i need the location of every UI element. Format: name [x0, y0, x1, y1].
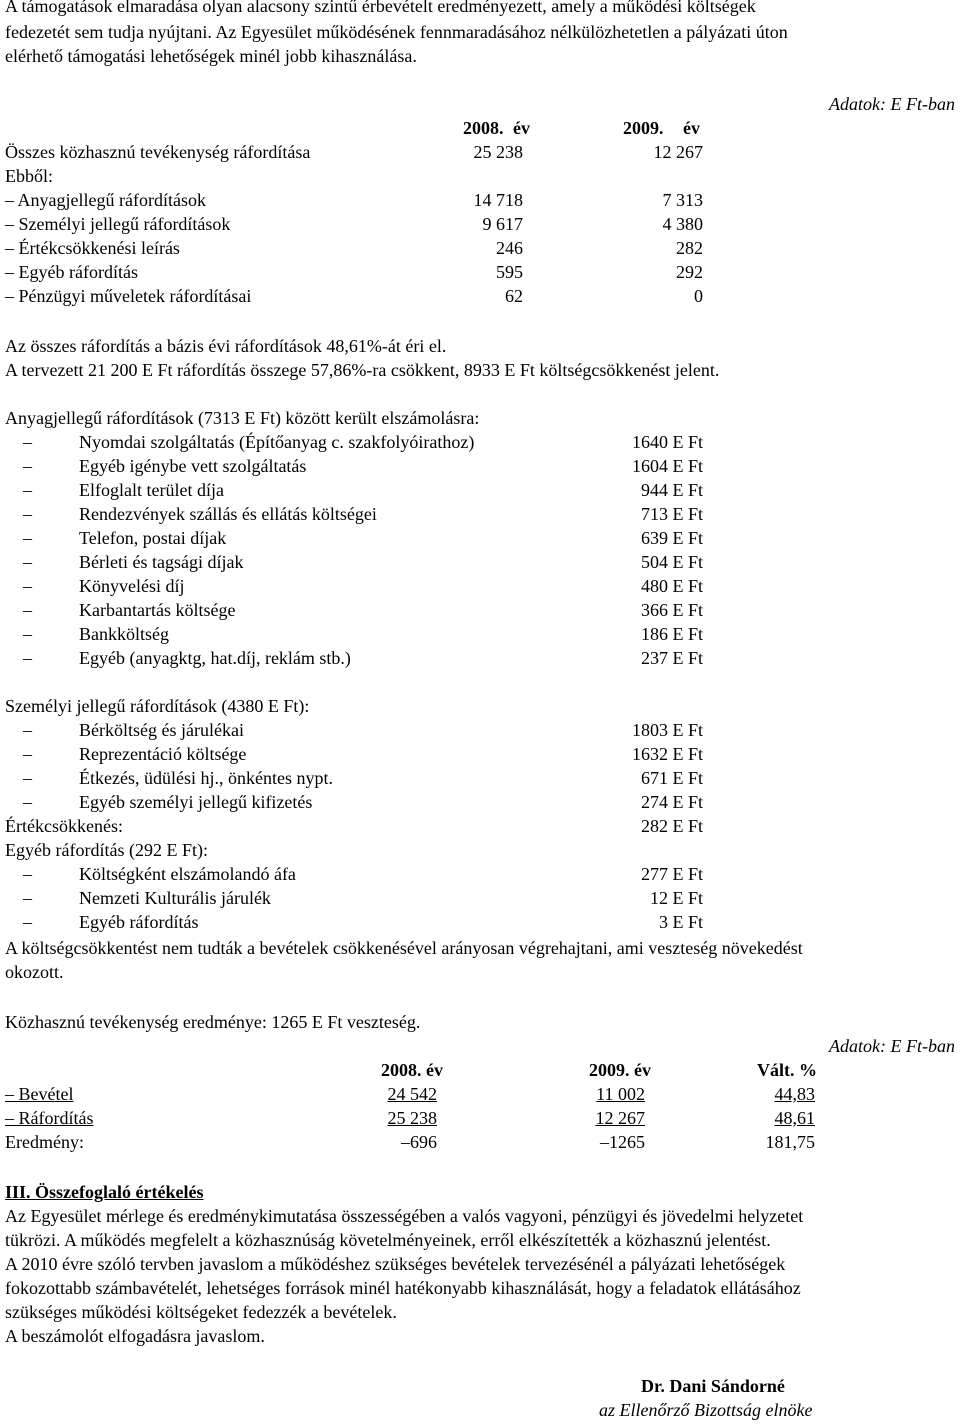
intro-line-2: fedezetét sem tudja nyújtani. Az Egyesület működésének fennmaradásához nélkülözhetetlen a pályázati úton [5, 22, 788, 42]
egyeb-item-label: Egyéb ráfordítás [79, 912, 199, 932]
anyag-item-dash: – [23, 432, 32, 452]
table1-col2-ev: év [683, 118, 700, 138]
intro-line-3: elérhető támogatási lehetőségek minél jobb kihasználása. [5, 46, 417, 66]
table1-row-label: – Egyéb ráfordítás [5, 262, 138, 282]
table2-row-v3: 44,83 [774, 1084, 815, 1104]
szemelyi-item-label: Egyéb személyi jellegű kifizetés [79, 792, 313, 812]
egyeb-item-dash: – [23, 864, 32, 884]
table1-col1-ev: év [513, 118, 530, 138]
table1-total-label: Összes közhasznú tevékenység ráfordítása [5, 142, 311, 162]
egyeb-heading: Egyéb ráfordítás (292 E Ft): [5, 840, 208, 860]
table1-row-label: – Személyi jellegű ráfordítások [5, 214, 231, 234]
table1-col1-year: 2008. [463, 118, 504, 138]
table2-row-label: Eredmény: [5, 1132, 84, 1152]
anyag-item-amount: 480 E Ft [640, 576, 703, 596]
egyeb-item-label: Nemzeti Kulturális járulék [79, 888, 271, 908]
anyag-item-label: Bérleti és tagsági díjak [79, 552, 244, 572]
table2-col1: 2008. év [381, 1060, 443, 1080]
section-p2-line-1: A 2010 évre szóló tervben javaslom a működéshez szükséges bevételek tervezésénél a pályázati lehetőségek [5, 1254, 786, 1274]
table1-row-label: – Anyagjellegű ráfordítások [5, 190, 206, 210]
anyag-item-label: Egyéb (anyagktg, hat.díj, reklám stb.) [79, 648, 351, 668]
intro-line-1: A támogatások elmaradása olyan alacsony szintű érbevételt eredményezett, amely a működési költségek [5, 0, 756, 16]
egyeb-item-amount: 3 E Ft [658, 912, 703, 932]
szemelyi-item-dash: – [23, 768, 32, 788]
table1-row-label: – Pénzügyi műveletek ráfordításai [5, 286, 252, 306]
anyag-item-amount: 366 E Ft [640, 600, 703, 620]
conclusion-line-1: A költségcsökkentést nem tudták a bevételek csökkenésével arányosan végrehajtani, ami veszteség növekedést [5, 938, 803, 958]
szemelyi-item-dash: – [23, 792, 32, 812]
table2-row-label: – Bevétel [5, 1084, 74, 1104]
ertekcsokkenes-label: Értékcsökkenés: [5, 816, 123, 836]
anyag-item-amount: 504 E Ft [640, 552, 703, 572]
section-p2-line-2: fokozottabb számbavételét, lehetséges források minél hatékonyabb kihasználását, hogy a feladatok ellátásához [5, 1278, 801, 1298]
table2-row-v2: –1265 [600, 1132, 645, 1152]
anyag-item-dash: – [23, 600, 32, 620]
anyag-item-label: Elfoglalt terület díja [79, 480, 224, 500]
szemelyi-item-amount: 274 E Ft [640, 792, 703, 812]
anyag-item-dash: – [23, 576, 32, 596]
anyag-item-label: Könyvelési díj [79, 576, 185, 596]
table2-col2: 2009. év [589, 1060, 651, 1080]
szemelyi-item-label: Reprezentáció költsége [79, 744, 247, 764]
summary-line-2: A tervezett 21 200 E Ft ráfordítás összege 57,86%-ra csökkent, 8933 E Ft költségcsökkenést jelent. [5, 360, 720, 380]
table2-row-v1: –696 [401, 1132, 437, 1152]
table1-total-v1: 25 238 [473, 142, 523, 162]
signature-name: Dr. Dani Sándorné [641, 1376, 785, 1396]
anyag-item-dash: – [23, 552, 32, 572]
anyag-item-amount: 1640 E Ft [631, 432, 703, 452]
table1-row-v2: 4 380 [662, 214, 703, 234]
table2-row-v2: 11 002 [596, 1084, 645, 1104]
anyag-item-label: Bankköltség [79, 624, 169, 644]
section-heading: III. Összefoglaló értékelés [5, 1182, 204, 1202]
egyeb-item-dash: – [23, 888, 32, 908]
ertekcsokkenes-amount: 282 E Ft [640, 816, 703, 836]
table2-col3: Vált. % [757, 1060, 817, 1080]
egyeb-item-amount: 12 E Ft [649, 888, 703, 908]
table1-ebbol: Ebből: [5, 166, 53, 186]
anyag-item-amount: 639 E Ft [640, 528, 703, 548]
anyag-item-dash: – [23, 480, 32, 500]
anyag-item-dash: – [23, 528, 32, 548]
egyeb-item-label: Költségként elszámolandó áfa [79, 864, 296, 884]
section-p1-line-2: tükrözi. A működés megfelelt a közhasznúság követelményeinek, erről elkészítették a közhasznú jelentést. [5, 1230, 771, 1250]
summary-line-1: Az összes ráfordítás a bázis évi ráfordítások 48,61%-át éri el. [5, 336, 447, 356]
anyag-item-dash: – [23, 456, 32, 476]
conclusion-line-2: okozott. [5, 962, 64, 982]
table2-row-label: – Ráfordítás [5, 1108, 94, 1128]
anyag-item-label: Egyéb igénybe vett szolgáltatás [79, 456, 307, 476]
anyag-item-dash: – [23, 648, 32, 668]
signature-title: az Ellenőrző Bizottság elnöke [599, 1400, 813, 1420]
szemelyi-item-amount: 1803 E Ft [631, 720, 703, 740]
szemelyi-item-amount: 671 E Ft [640, 768, 703, 788]
anyag-item-amount: 1604 E Ft [631, 456, 703, 476]
table1-units: Adatok: E Ft-ban [829, 94, 955, 114]
table1-row-v2: 7 313 [662, 190, 703, 210]
table2-row-v3: 181,75 [765, 1132, 815, 1152]
section-p1-line-1: Az Egyesület mérlege és eredménykimutatása összességében a valós vagyoni, pénzügyi és jövedelmi helyzetet [5, 1206, 804, 1226]
szemelyi-heading: Személyi jellegű ráfordítások (4380 E Ft): [5, 696, 310, 716]
anyag-item-amount: 237 E Ft [640, 648, 703, 668]
table1-row-v1: 9 617 [482, 214, 523, 234]
anyag-item-amount: 186 E Ft [640, 624, 703, 644]
anyag-item-label: Rendezvények szállás és ellátás költségei [79, 504, 377, 524]
egyeb-item-amount: 277 E Ft [640, 864, 703, 884]
anyag-item-label: Karbantartás költsége [79, 600, 236, 620]
table1-col2-year: 2009. [623, 118, 664, 138]
section-p2-line-3: szükséges működési költségeket fedezzék a bevételek. [5, 1302, 397, 1322]
table2-row-v1: 24 542 [387, 1084, 437, 1104]
section-p3: A beszámolót elfogadásra javaslom. [5, 1326, 265, 1346]
table1-row-v2: 0 [694, 286, 703, 306]
table1-row-v2: 292 [676, 262, 703, 282]
table1-row-v1: 246 [496, 238, 523, 258]
table2-row-v3: 48,61 [774, 1108, 815, 1128]
table2-units: Adatok: E Ft-ban [829, 1036, 955, 1056]
result-line: Közhasznú tevékenység eredménye: 1265 E Ft veszteség. [5, 1012, 421, 1032]
table1-row-label: – Értékcsökkenési leírás [5, 238, 180, 258]
szemelyi-item-label: Étkezés, üdülési hj., önkéntes nypt. [79, 768, 333, 788]
table2-row-v2: 12 267 [595, 1108, 645, 1128]
anyag-item-amount: 713 E Ft [640, 504, 703, 524]
anyag-item-dash: – [23, 504, 32, 524]
szemelyi-item-dash: – [23, 720, 32, 740]
table1-row-v1: 595 [496, 262, 523, 282]
table1-row-v1: 14 718 [473, 190, 523, 210]
szemelyi-item-amount: 1632 E Ft [631, 744, 703, 764]
egyeb-item-dash: – [23, 912, 32, 932]
anyag-item-amount: 944 E Ft [640, 480, 703, 500]
table1-total-v2: 12 267 [653, 142, 703, 162]
szemelyi-item-label: Bérköltség és járulékai [79, 720, 244, 740]
table1-row-v1: 62 [505, 286, 523, 306]
anyag-heading: Anyagjellegű ráfordítások (7313 E Ft) között került elszámolásra: [5, 408, 480, 428]
anyag-item-label: Telefon, postai díjak [79, 528, 227, 548]
table2-row-v1: 25 238 [387, 1108, 437, 1128]
szemelyi-item-dash: – [23, 744, 32, 764]
anyag-item-dash: – [23, 624, 32, 644]
anyag-item-label: Nyomdai szolgáltatás (Építőanyag c. szakfolyóirathoz) [79, 432, 475, 452]
table1-row-v2: 282 [676, 238, 703, 258]
